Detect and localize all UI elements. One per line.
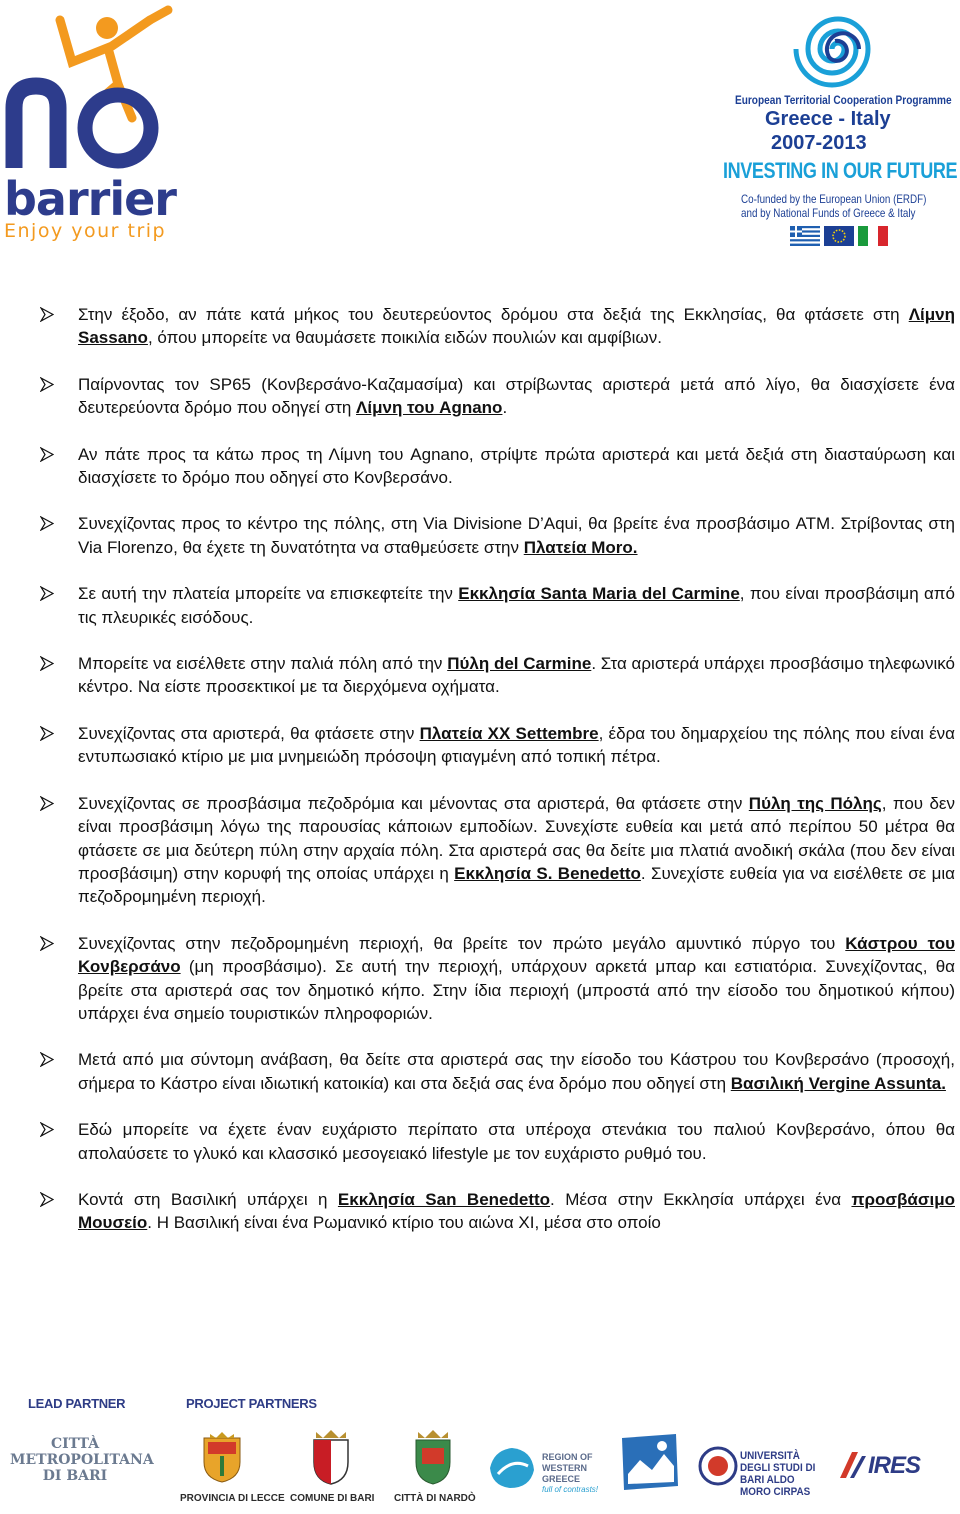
- no-barrier-figure-icon: [0, 0, 200, 180]
- western-greece-logo-icon: [486, 1444, 538, 1492]
- link[interactable]: Πλατεία XX Settembre: [419, 723, 599, 743]
- link[interactable]: Βασιλική Vergine Assunta.: [730, 1073, 946, 1093]
- list-item: Συνεχίζοντας προς το κέντρο της πόλης, στη Via Divisione D’Aqui, θα βρείτε ένα προσβάσιμο ATM. Στρίβοντας στη Via Florenzo, θα έχετε τη δυνατότητα να σταθμεύσετε στην Πλατεία Moro.: [40, 512, 955, 559]
- bari-crest-icon: [308, 1430, 354, 1486]
- lead-partner-logo: CITTÀ METROPOLITANA DI BARI: [10, 1436, 154, 1484]
- partner-caption: IRES: [868, 1452, 921, 1479]
- list-item: Μετά από μια σύντομη ανάβαση, θα δείτε στα αριστερά σας την είσοδο του Κάστρου του Κονβερσάνο (προσοχή, σήμερα το Κάστρο είναι ιδιωτική κατοικία) και στα δεξιά σας ένα δρόμο που οδηγεί στη Βασιλική Vergine Assunta.: [40, 1048, 955, 1095]
- arrow-bullet-icon: [40, 586, 54, 601]
- partners-footer: [0, 1390, 960, 1514]
- logo-wordmark: barrier: [4, 172, 176, 226]
- list-item: Στην έξοδο, αν πάτε κατά μήκος του δευτερεύοντος δρόμου στα δεξιά της Εκκλησίας, θα φτάσετε στη Λίμνη Sassano, όπου μπορείτε να θαυμάσετε ποικιλία ειδών πουλιών και αμφίβιων.: [40, 303, 955, 350]
- link[interactable]: Πλατεία Moro.: [523, 537, 638, 557]
- arrow-bullet-icon: [40, 796, 54, 811]
- programme-title: European Territorial Cooperation Programme: [735, 93, 952, 107]
- nardo-crest-icon: [410, 1430, 456, 1486]
- link[interactable]: Εκκλησία San Benedetto: [337, 1189, 551, 1209]
- list-item: Εδώ μπορείτε να έχετε έναν ευχάριστο περίπατο στα υπέροχα στενάκια του παλιού Κονβερσάνο, όπου θα απολαύσετε το γλυκό και κλασσικό μεσογειακό lifestyle με τον ευχάριστο ρυθμό του.: [40, 1118, 955, 1165]
- arrow-bullet-icon: [40, 1192, 54, 1207]
- greece-flag-icon: [790, 226, 820, 246]
- list-item: Συνεχίζοντας σε προσβάσιμα πεζοδρόμια και μένοντας στα αριστερά, θα φτάσετε στην Πύλη της Πόλης, που δεν είναι προσβάσιμη λόγω της παρουσίας κάποιων εμποδίων. Συνεχίστε ευθεία και μετά από περίπου 50 μέτρα θα φτάσετε σε μια δεύτερη πύλη στην αρχαία πόλη. Στα αριστερά σας θα δείτε μια πλατιά ανοδική σκάλα (που δεν είναι προσβάσιμη) στην κορυφή της οποίας υπάρχει η Εκκλησία S. Benedetto. Συνεχίστε ευθεία για να εισέλθετε σε μια πεζοδρομημένη περιοχή.: [40, 792, 955, 909]
- list-item: Κοντά στη Βασιλική υπάρχει η Εκκλησία San Benedetto. Μέσα στην Εκκλησία υπάρχει ένα προσβάσιμο Μουσείο. Η Βασιλική είναι ένα Ρωμανικό κτίριο του αιώνα XI, μέσα στο οποίο: [40, 1188, 955, 1235]
- arrow-bullet-icon: [40, 1122, 54, 1137]
- partner-subcaption: full of contrasts!: [542, 1485, 599, 1494]
- eu-flag-icon: [824, 226, 854, 246]
- arrow-bullet-icon: [40, 656, 54, 671]
- arrow-bullet-icon: [40, 936, 54, 951]
- list-item: Μπορείτε να εισέλθετε στην παλιά πόλη από την Πύλη del Carmine. Στα αριστερά υπάρχει προσβάσιμο τηλεφωνικό κέντρο. Να είστε προσεκτικοί με τα διερχόμενα οχήματα.: [40, 652, 955, 699]
- programme-years: 2007-2013: [771, 132, 867, 154]
- link[interactable]: Εκκλησία Santa Maria del Carmine: [458, 584, 740, 604]
- partner-caption: UNIVERSITÀ DEGLI STUDI DI BARI ALDO MORO CIRPAS: [740, 1450, 816, 1498]
- lecce-crest-icon: [200, 1432, 244, 1484]
- link[interactable]: προσβάσιμο Μουσείο: [78, 1189, 955, 1233]
- spiral-icon: [793, 4, 883, 94]
- arrow-bullet-icon: [40, 377, 54, 392]
- arrow-bullet-icon: [40, 1052, 54, 1067]
- arrow-bullet-icon: [40, 726, 54, 741]
- link[interactable]: Πύλη del Carmine: [447, 654, 592, 674]
- arrow-bullet-icon: [40, 307, 54, 322]
- partner-caption: CITTÀ DI NARDÒ: [394, 1493, 476, 1504]
- link[interactable]: Εκκλησία S. Benedetto: [454, 863, 641, 883]
- partner-caption: COMUNE DI BARI: [290, 1493, 375, 1504]
- project-partners-label: PROJECT PARTNERS: [186, 1396, 317, 1411]
- link[interactable]: Κάστρου του Κονβερσάνο: [78, 933, 955, 977]
- cofund-line-2: and by National Funds of Greece & Italy: [741, 206, 916, 220]
- flags-row: [790, 226, 888, 246]
- link[interactable]: Λίμνη του Agnano: [356, 398, 503, 418]
- ionian-islands-logo-icon: [618, 1430, 682, 1496]
- lead-partner-label: LEAD PARTNER: [28, 1396, 126, 1411]
- italy-flag-icon: [858, 226, 888, 246]
- no-barrier-logo: [0, 0, 200, 250]
- list-item: Συνεχίζοντας στην πεζοδρομημένη περιοχή, θα βρείτε τον πρώτο μεγάλο αμυντικό πύργο του Κάστρου του Κονβερσάνο (μη προσβάσιμο). Σε αυτή την περιοχή, υπάρχουν αρκετά μπαρ και εστιατόρια. Συνεχίζοντας, θα βρείτε στα αριστερά σας τον δημοτικό κήπο. Στην ίδια περιοχή (μπροστά από την είσοδο του δημοτικού κήπου) υπάρχει ένα σημείο τουριστικών πληροφοριών.: [40, 932, 955, 1026]
- programme-name: Greece - Italy: [765, 108, 891, 130]
- link[interactable]: Λίμνη Sassano: [78, 305, 955, 348]
- uniba-seal-icon: [698, 1446, 738, 1486]
- list-item: Συνεχίζοντας στα αριστερά, θα φτάσετε στην Πλατεία XX Settembre, έδρα του δημαρχείου της πόλης που είναι ένα εντυπωσιακό κτίριο με μια μνημειώδη πρόσοψη φτιαγμένη από τοπική πέτρα.: [40, 722, 955, 769]
- logo-tagline: Enjoy your trip: [4, 220, 167, 242]
- list-item: Παίρνοντας τον SP65 (Κονβερσάνο-Καζαμασίμα) και στρίβωντας αριστερά μετά από λίγο, θα διασχίσετε ένα δευτερεύοντα δρόμο που οδηγεί στη Λίμνη του Agnano.: [40, 373, 955, 420]
- list-item: Αν πάτε προς τα κάτω προς τη Λίμνη του Agnano, στρίψτε πρώτα αριστερά και μετά δεξιά στη διασταύρωση και διασχίσετε το δρόμο που οδηγεί στο Κονβερσάνο.: [40, 443, 955, 490]
- cofund-line-1: Co-funded by the European Union (ERDF): [741, 192, 927, 206]
- itinerary-list: [40, 303, 955, 1258]
- link[interactable]: Πύλη της Πόλης: [748, 793, 882, 813]
- arrow-bullet-icon: [40, 516, 54, 531]
- arrow-bullet-icon: [40, 447, 54, 462]
- partner-caption: PROVINCIA DI LECCE: [180, 1493, 285, 1504]
- cofund-text: [741, 192, 926, 220]
- ires-logo-icon: [838, 1448, 868, 1484]
- programme-slogan: INVESTING IN OUR FUTURE: [723, 158, 958, 183]
- partner-caption: REGION OF WESTERN GREECE: [542, 1452, 593, 1484]
- list-item: Σε αυτή την πλατεία μπορείτε να επισκεφτείτε την Εκκλησία Santa Maria del Carmine, που είναι προσβάσιμη από τις πλευρικές εισόδους.: [40, 582, 955, 629]
- greece-italy-programme-logo: [715, 0, 960, 250]
